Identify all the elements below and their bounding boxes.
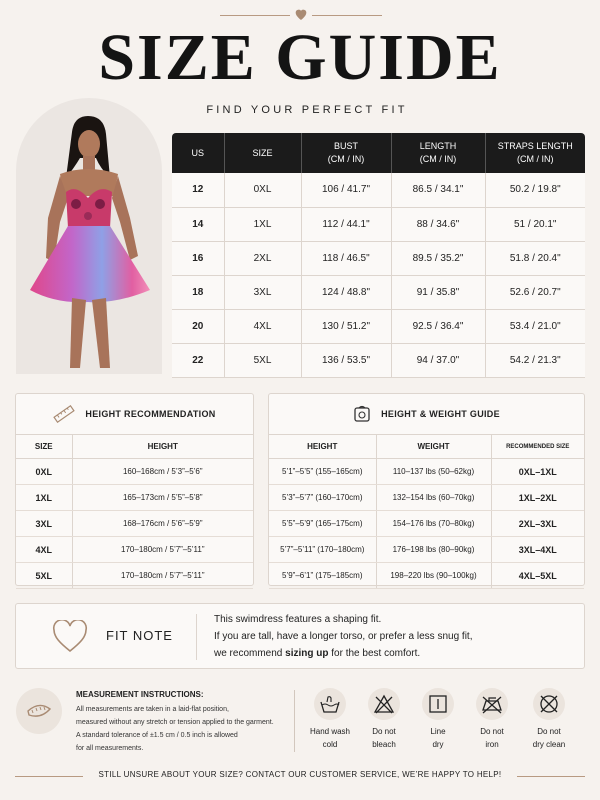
us-size-cell: 20 bbox=[172, 309, 224, 343]
bust-cell: 106 / 41.7" bbox=[301, 173, 391, 207]
table-header-row bbox=[16, 435, 253, 459]
header-line-right bbox=[312, 15, 382, 16]
straps-cell: 51 / 20.1" bbox=[485, 207, 585, 241]
bust-cell: 130 / 51.2" bbox=[301, 309, 391, 343]
straps-cell: 54.2 / 21.3" bbox=[485, 343, 585, 377]
table-row bbox=[16, 537, 253, 563]
fit-note-title: FIT NOTE bbox=[106, 628, 173, 643]
weight-cell: 176–198 lbs (80–90kg) bbox=[376, 537, 491, 563]
straps-cell: 53.4 / 21.0" bbox=[485, 309, 585, 343]
length-cell: 91 / 35.8" bbox=[391, 275, 485, 309]
col-header-size: SIZE bbox=[224, 133, 301, 173]
care-label-line-2: bleach bbox=[372, 740, 396, 749]
col-header-length bbox=[391, 133, 485, 173]
table-row bbox=[172, 207, 585, 241]
straps-cell: 52.6 / 20.7" bbox=[485, 275, 585, 309]
care-no-iron bbox=[468, 688, 516, 751]
length-cell: 92.5 / 36.4" bbox=[391, 309, 485, 343]
col-header-straps-label: STRAPS LENGTH bbox=[497, 141, 573, 151]
table-row bbox=[16, 459, 253, 485]
size-chart-header-row bbox=[172, 133, 585, 173]
footer-line-right bbox=[517, 776, 585, 777]
table-row bbox=[269, 563, 584, 589]
care-hand-wash bbox=[306, 688, 354, 751]
fit-note-emphasis: sizing up bbox=[285, 648, 329, 659]
size-cell: 5XL bbox=[224, 343, 301, 377]
care-label-line-1: Do not bbox=[537, 727, 561, 736]
weight-cell: 132–154 lbs (60–70kg) bbox=[376, 485, 491, 511]
page-subtitle: FIND YOUR PERFECT FIT bbox=[206, 104, 408, 116]
size-cell: 2XL bbox=[224, 241, 301, 275]
fit-note-line-3-pre: we recommend bbox=[214, 648, 286, 659]
care-no-dry-clean bbox=[522, 688, 576, 751]
height-recommendation-header bbox=[16, 394, 253, 434]
col-header-weight: WEIGHT bbox=[376, 435, 491, 459]
care-label-line-2: dry bbox=[432, 740, 444, 749]
straps-cell: 51.8 / 20.4" bbox=[485, 241, 585, 275]
us-size-cell: 16 bbox=[172, 241, 224, 275]
measuring-tape-icon bbox=[16, 688, 62, 734]
size-cell: 0XL bbox=[224, 173, 301, 207]
col-header-height: HEIGHT bbox=[269, 435, 376, 459]
recommended-cell: 3XL–4XL bbox=[491, 537, 584, 563]
height-cell: 170–180cm / 5’7”–5’11” bbox=[72, 563, 253, 589]
table-row bbox=[172, 241, 585, 275]
size-cell: 3XL bbox=[224, 275, 301, 309]
col-header-straps-unit: (CM / IN) bbox=[517, 154, 554, 164]
recommended-cell: 4XL–5XL bbox=[491, 563, 584, 589]
page-title: SIZE GUIDE bbox=[98, 21, 502, 94]
straps-cell: 50.2 / 19.8" bbox=[485, 173, 585, 207]
measurement-care-divider bbox=[294, 690, 295, 752]
measurement-title: MEASUREMENT INSTRUCTIONS: bbox=[76, 690, 204, 699]
no-iron-icon bbox=[480, 694, 504, 714]
ruler-icon bbox=[53, 405, 75, 423]
size-cell: 5XL bbox=[16, 563, 72, 589]
table-row bbox=[269, 537, 584, 563]
table-row bbox=[172, 173, 585, 207]
fit-note-line-2: If you are tall, have a longer torso, or prefer a less snug fit, bbox=[214, 631, 473, 642]
bust-cell: 118 / 46.5" bbox=[301, 241, 391, 275]
table-row bbox=[172, 275, 585, 309]
col-header-recommended: RECOMMENDED SIZE bbox=[491, 435, 584, 459]
size-cell: 1XL bbox=[224, 207, 301, 241]
size-chart-table bbox=[172, 133, 585, 378]
height-cell: 5’3”–5’7” (160–170cm) bbox=[269, 485, 376, 511]
measurement-line-3: A standard tolerance of ±1.5 cm / 0.5 inch is allowed bbox=[76, 732, 238, 739]
footer-help-text: STILL UNSURE ABOUT YOUR SIZE? CONTACT OUR CUSTOMER SERVICE, WE’RE HAPPY TO HELP! bbox=[98, 770, 502, 779]
col-header-bust-unit: (CM / IN) bbox=[327, 154, 365, 164]
col-header-height: HEIGHT bbox=[72, 435, 253, 459]
height-weight-title: HEIGHT & WEIGHT GUIDE bbox=[381, 409, 500, 419]
care-label-line-1: Do not bbox=[372, 727, 396, 736]
size-cell: 1XL bbox=[16, 485, 72, 511]
care-label-line-2: cold bbox=[322, 740, 338, 749]
recommended-cell: 0XL–1XL bbox=[491, 459, 584, 485]
us-size-cell: 18 bbox=[172, 275, 224, 309]
table-row bbox=[269, 459, 584, 485]
height-weight-table bbox=[269, 434, 584, 589]
recommended-cell: 1XL–2XL bbox=[491, 485, 584, 511]
fit-note-divider bbox=[196, 614, 197, 660]
care-no-bleach bbox=[360, 688, 408, 751]
care-label-line-1: Hand wash bbox=[309, 727, 351, 736]
care-label-line-2: dry clean bbox=[532, 740, 566, 749]
height-cell: 5’9”–6’1” (175–185cm) bbox=[269, 563, 376, 589]
col-header-size: SIZE bbox=[16, 435, 72, 459]
table-row bbox=[172, 343, 585, 377]
care-label-line-1: Do not bbox=[480, 727, 504, 736]
bust-cell: 124 / 48.8" bbox=[301, 275, 391, 309]
us-size-cell: 12 bbox=[172, 173, 224, 207]
weight-cell: 198–220 lbs (90–100kg) bbox=[376, 563, 491, 589]
col-header-bust bbox=[301, 133, 391, 173]
hand-wash-icon bbox=[319, 694, 341, 714]
col-header-length-unit: (CM / IN) bbox=[419, 154, 457, 164]
height-weight-header bbox=[269, 394, 584, 434]
size-cell: 4XL bbox=[16, 537, 72, 563]
table-row bbox=[269, 485, 584, 511]
length-cell: 89.5 / 35.2" bbox=[391, 241, 485, 275]
col-header-length-label: LENGTH bbox=[419, 141, 457, 151]
height-cell: 160–168cm / 5’3”–5’6” bbox=[72, 459, 253, 485]
height-recommendation-panel bbox=[15, 393, 254, 586]
height-cell: 5’5”–5’9” (165–175cm) bbox=[269, 511, 376, 537]
length-cell: 88 / 34.6" bbox=[391, 207, 485, 241]
us-size-cell: 14 bbox=[172, 207, 224, 241]
table-row bbox=[269, 511, 584, 537]
no-bleach-icon bbox=[373, 694, 395, 714]
us-size-cell: 22 bbox=[172, 343, 224, 377]
measurement-line-4: for all measurements. bbox=[76, 745, 144, 752]
care-label-line-1: Line bbox=[430, 727, 446, 736]
col-header-straps bbox=[485, 133, 585, 173]
recommended-cell: 2XL–3XL bbox=[491, 511, 584, 537]
height-weight-panel bbox=[268, 393, 585, 586]
size-cell: 4XL bbox=[224, 309, 301, 343]
table-row bbox=[16, 511, 253, 537]
heart-outline-icon bbox=[52, 620, 88, 654]
fit-note-line-1: This swimdress features a shaping fit. bbox=[214, 614, 382, 625]
table-header-row bbox=[269, 435, 584, 459]
height-cell: 5’1”–5’5” (155–165cm) bbox=[269, 459, 376, 485]
table-row bbox=[16, 485, 253, 511]
scale-icon bbox=[353, 405, 371, 423]
length-cell: 94 / 37.0" bbox=[391, 343, 485, 377]
fit-note-line-3 bbox=[214, 648, 420, 659]
size-cell: 0XL bbox=[16, 459, 72, 485]
care-label-line-2: iron bbox=[485, 740, 499, 749]
length-cell: 86.5 / 34.1" bbox=[391, 173, 485, 207]
size-cell: 3XL bbox=[16, 511, 72, 537]
height-cell: 168–176cm / 5’6”–5’9” bbox=[72, 511, 253, 537]
table-row bbox=[16, 563, 253, 589]
height-recommendation-table bbox=[16, 434, 253, 589]
no-dry-clean-icon bbox=[538, 693, 560, 715]
product-photo bbox=[16, 98, 162, 374]
measurement-line-2: measured without any stretch or tension applied to the garment. bbox=[76, 719, 274, 726]
col-header-bust-label: BUST bbox=[333, 141, 358, 151]
height-cell: 170–180cm / 5’7”–5’11” bbox=[72, 537, 253, 563]
fit-note-panel bbox=[15, 603, 585, 669]
bust-cell: 136 / 53.5" bbox=[301, 343, 391, 377]
care-line-dry bbox=[414, 688, 462, 751]
bust-cell: 112 / 44.1" bbox=[301, 207, 391, 241]
line-dry-icon bbox=[428, 694, 448, 714]
header-line-left bbox=[220, 15, 290, 16]
weight-cell: 110–137 lbs (50–62kg) bbox=[376, 459, 491, 485]
height-cell: 165–173cm / 5’5”–5’8” bbox=[72, 485, 253, 511]
weight-cell: 154–176 lbs (70–80kg) bbox=[376, 511, 491, 537]
fit-note-line-3-post: for the best comfort. bbox=[328, 648, 421, 659]
col-header-us: US bbox=[172, 133, 224, 173]
height-recommendation-title: HEIGHT RECOMMENDATION bbox=[85, 409, 216, 419]
table-row bbox=[172, 309, 585, 343]
height-cell: 5’7”–5’11” (170–180cm) bbox=[269, 537, 376, 563]
measurement-line-1: All measurements are taken in a laid-flat position, bbox=[76, 706, 229, 713]
